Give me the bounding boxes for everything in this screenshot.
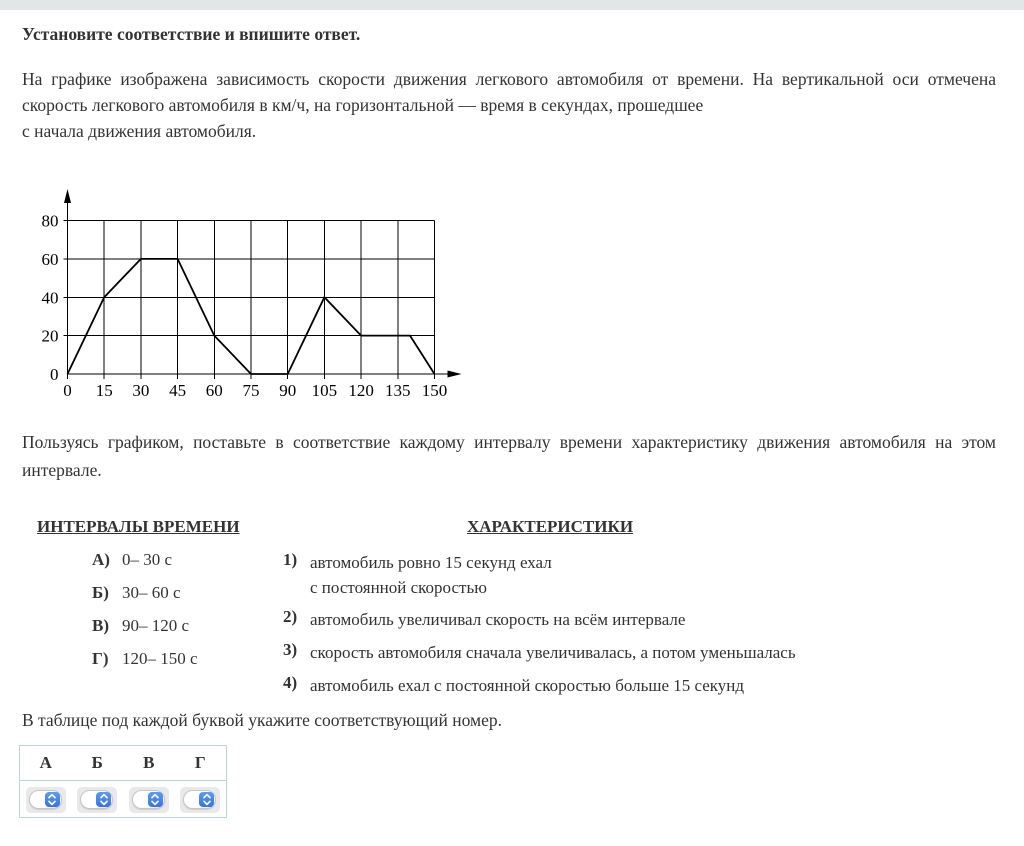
characteristic-text: скорость автомобиля сначала увеличивалась, а потом уменьшалась: [310, 643, 796, 662]
interval-row: [92, 583, 181, 603]
task-line-2: интервале.: [22, 460, 102, 480]
interval-row: [92, 649, 198, 669]
select-value-area[interactable]: [80, 790, 113, 809]
task-line-1: Пользуясь графиком, поставьте в соответствие каждому интервалу времени характеристику движения автомобиля на этом: [22, 432, 996, 452]
axis-tick-label: 135: [385, 381, 411, 400]
interval-label: В): [92, 616, 109, 635]
characteristic-row: [283, 550, 552, 600]
axis-tick-label: 15: [95, 381, 113, 400]
axis-tick-label: 60: [41, 249, 59, 269]
characteristic-label: 1): [283, 550, 298, 569]
axis-tick-label: 60: [205, 381, 223, 400]
answer-select-3[interactable]: [129, 787, 169, 813]
axis-tick-label: 0: [63, 381, 72, 400]
axis-tick-label: 105: [311, 381, 338, 400]
axis-tick-label: 0: [50, 365, 59, 384]
characteristic-text: автомобиль увеличивал скорость на всём интервале: [310, 610, 686, 629]
select-stepper-button[interactable]: [96, 792, 111, 807]
up-down-chevrons-icon: [47, 793, 57, 806]
answer-instruction: В таблице под каждой буквой укажите соответствующий номер.: [22, 710, 502, 730]
up-down-chevrons-icon: [202, 793, 212, 806]
interval-row: [92, 550, 172, 570]
answer-select-cell: [72, 787, 124, 813]
select-value-area[interactable]: [29, 790, 62, 809]
axis-tick-label: 75: [242, 381, 260, 400]
answer-column-header: В: [143, 753, 155, 772]
characteristics-header: ХАРАКТЕРИСТИКИ: [467, 517, 634, 536]
intro-paragraph: [22, 66, 996, 144]
answer-table-select-row: [20, 781, 226, 818]
axis-tick-label: 120: [348, 381, 374, 400]
answer-select-cell: [20, 787, 72, 813]
top-bar: [0, 0, 1024, 10]
answer-column-header: А: [39, 753, 52, 772]
up-down-chevrons-icon: [150, 793, 160, 806]
axis-tick-label: 20: [41, 326, 59, 346]
characteristic-row: [283, 640, 796, 665]
select-value-area[interactable]: [183, 790, 216, 809]
select-stepper-button[interactable]: [45, 792, 60, 807]
characteristic-row: [283, 673, 744, 698]
answer-table-header-row: [20, 746, 226, 781]
x-axis-arrow: [448, 371, 462, 378]
characteristic-label: 3): [283, 640, 298, 659]
select-value-area[interactable]: [132, 790, 165, 809]
answer-select-2[interactable]: [77, 787, 117, 813]
up-down-chevrons-icon: [99, 793, 109, 806]
answer-column-header: Г: [194, 753, 206, 772]
interval-text: 0– 30 с: [122, 550, 173, 569]
characteristic-text: автомобиль ехал с постоянной скоростью больше 15 секунд: [310, 676, 745, 695]
axis-tick-label: 150: [421, 381, 448, 400]
answer-select-cell: [123, 787, 175, 813]
axis-tick-label: 80: [41, 211, 59, 231]
axis-tick-label: 45: [169, 381, 187, 400]
speed-time-chart: [20, 184, 500, 424]
chart-svg: [20, 184, 500, 424]
axis-tick-label: 40: [41, 288, 59, 308]
intervals-header: ИНТЕРВАЛЫ ВРЕМЕНИ: [37, 517, 240, 536]
intro-line-1: На графике изображена зависимость скорости движения легкового автомобиля от времени. На вертикальной оси отмечена: [22, 69, 996, 89]
characteristic-row: [283, 607, 685, 632]
interval-label: Г): [92, 649, 109, 668]
intro-line-2: скорость легкового автомобиля в км/ч, на горизонтальной — время в секундах, прошедшее: [22, 95, 704, 115]
interval-text: 90– 120 с: [122, 616, 190, 635]
characteristic-label: 4): [283, 673, 298, 692]
interval-label: А): [92, 550, 110, 569]
characteristic-label: 2): [283, 607, 298, 626]
interval-label: Б): [92, 583, 109, 602]
answer-column-header: Б: [91, 753, 103, 772]
interval-text: 120– 150 с: [122, 649, 198, 668]
y-axis-arrow: [64, 189, 71, 203]
interval-text: 30– 60 с: [122, 583, 181, 602]
axis-tick-label: 30: [132, 381, 150, 400]
task-paragraph: [22, 428, 996, 484]
characteristic-text: автомобиль ровно 15 секунд ехал с постоянной скоростью: [310, 553, 552, 597]
answer-select-4[interactable]: [180, 787, 220, 813]
axis-tick-label: 90: [279, 381, 297, 400]
select-stepper-button[interactable]: [148, 792, 163, 807]
answer-select-1[interactable]: [26, 787, 66, 813]
interval-row: [92, 616, 189, 636]
answer-table: [19, 745, 227, 818]
intro-line-3: с начала движения автомобиля.: [22, 121, 257, 141]
select-stepper-button[interactable]: [199, 792, 214, 807]
answer-select-cell: [175, 787, 227, 813]
page-title: Установите соответствие и впишите ответ.: [22, 24, 361, 44]
